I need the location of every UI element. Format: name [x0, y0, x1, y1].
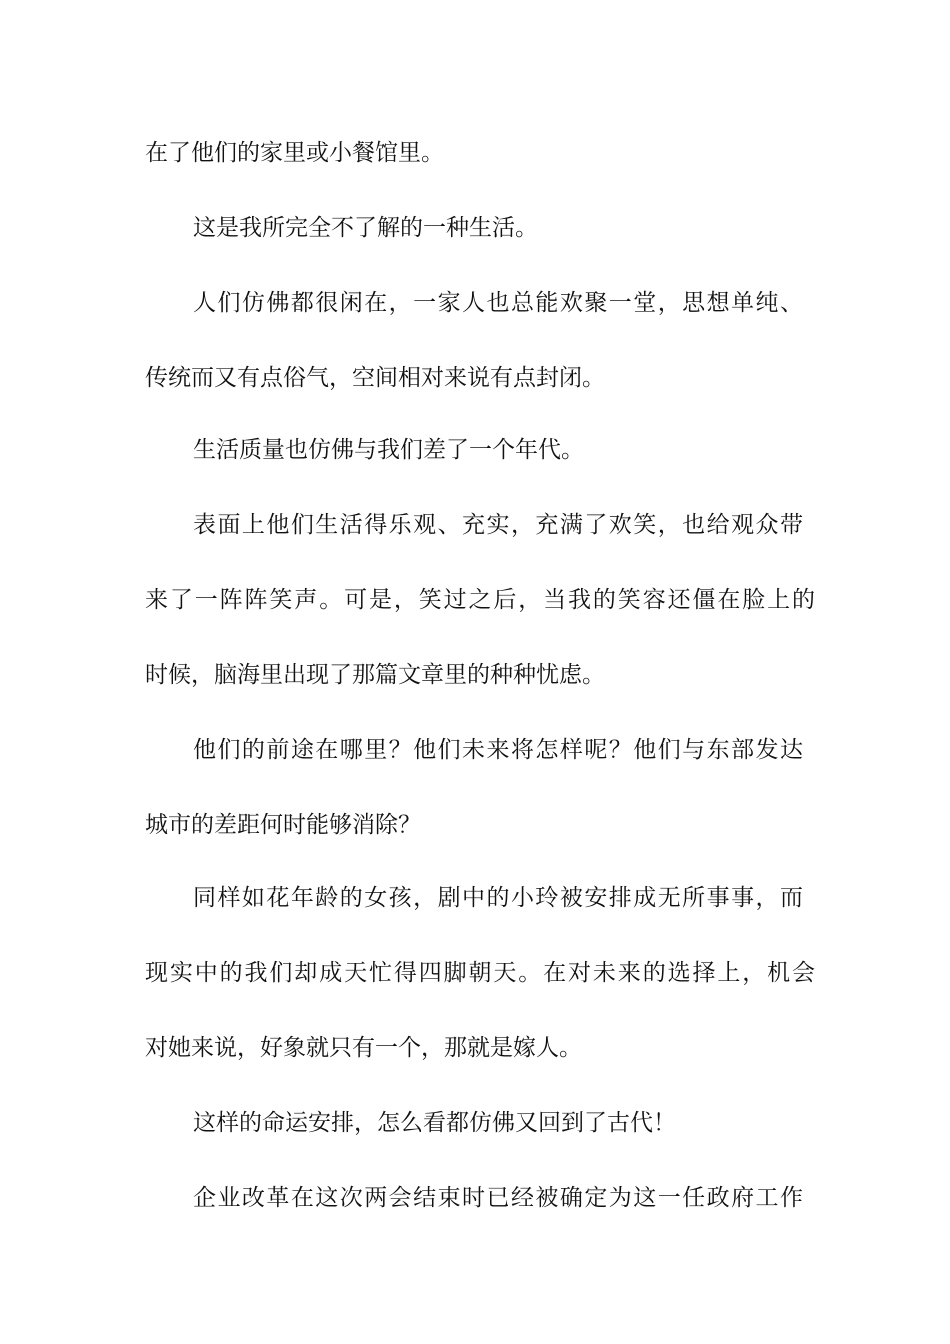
- text-line: 生活质量也仿佛与我们差了一个年代。: [193, 437, 584, 463]
- text-line: 人们仿佛都很闲在，一家人也总能欢聚一堂，思想单纯、: [193, 290, 803, 316]
- text-line: 城市的差距何时能够消除？: [145, 812, 421, 838]
- text-line: 企业改革在这次两会结束时已经被确定为这一任政府工作: [193, 1185, 803, 1211]
- text-line: 这样的命运安排，怎么看都仿佛又回到了古代！: [193, 1110, 676, 1136]
- text-line: 时候，脑海里出现了那篇文章里的种种忧虑。: [145, 662, 605, 688]
- text-line: 表面上他们生活得乐观、充实，充满了欢笑，也给观众带: [193, 512, 803, 538]
- text-line: 对她来说，好象就只有一个，那就是嫁人。: [145, 1035, 582, 1061]
- text-line: 现实中的我们却成天忙得四脚朝天。在对未来的选择上，机会: [145, 960, 815, 986]
- text-line: 这是我所完全不了解的一种生活。: [193, 215, 538, 241]
- text-line: 来了一阵阵笑声。可是，笑过之后，当我的笑容还僵在脸上的: [145, 587, 815, 613]
- text-line: 同样如花年龄的女孩，剧中的小玲被安排成无所事事，而: [193, 885, 803, 911]
- text-line: 在了他们的家里或小餐馆里。: [145, 140, 444, 166]
- text-line: 传统而又有点俗气，空间相对来说有点封闭。: [145, 365, 605, 391]
- text-line: 他们的前途在哪里？他们未来将怎样呢？他们与东部发达: [193, 737, 803, 763]
